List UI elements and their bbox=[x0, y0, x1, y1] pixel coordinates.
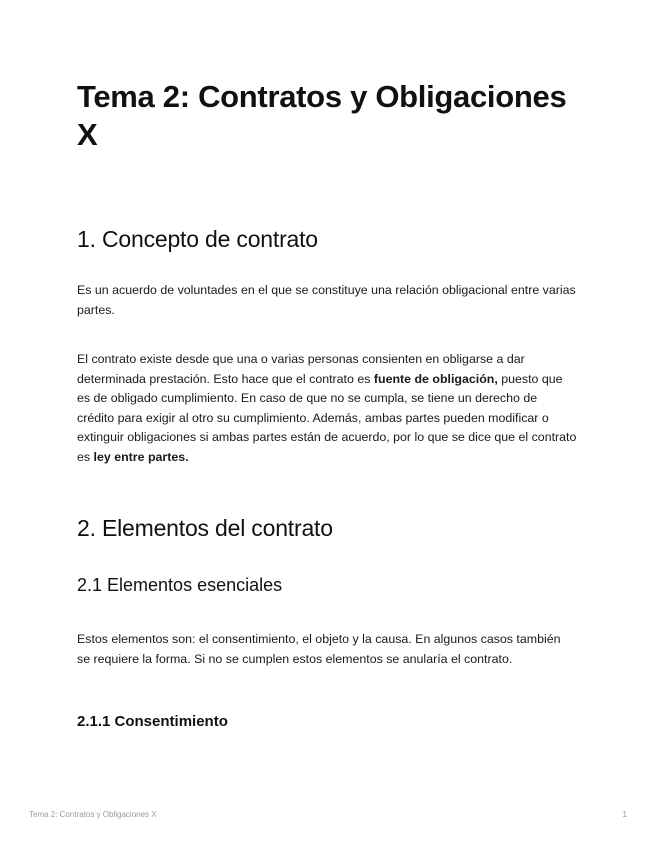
subsection-heading-esenciales: 2.1 Elementos esenciales bbox=[77, 575, 283, 595]
bold-term-ley-entre-partes: ley entre partes. bbox=[93, 449, 189, 464]
bold-term-fuente-obligacion: fuente de obligación, bbox=[373, 371, 498, 386]
page-footer bbox=[29, 809, 627, 821]
paragraph-fuente-obligacion bbox=[77, 350, 577, 467]
section-heading-concepto: 1. Concepto de contrato bbox=[77, 226, 318, 252]
paragraph-text: puesto que es de obligado cumplimiento. En caso de que no se cumpla, se tiene un derecho de crédito para exigir al otro su cumplimiento. Además, ambas partes pueden modificar o extinguir obligaciones si ambas partes están de acuerdo, por lo que se dice que el contrato es bbox=[77, 371, 577, 464]
document-body bbox=[77, 78, 577, 732]
document-title: Tema 2: Contratos y Obligaciones X bbox=[77, 79, 567, 152]
footer-title: Tema 2: Contratos y Obligaciones X bbox=[29, 810, 157, 819]
paragraph-text: El contrato existe desde que una o varias personas consienten en obligarse a dar determinada prestación. Esto hace que el contrato es bbox=[77, 352, 525, 386]
paragraph-elementos-esenciales: Estos elementos son: el consentimiento, el objeto y la causa. En algunos casos también se requiere la forma. Si no se cumplen estos elementos se anularía el contrato. bbox=[77, 632, 561, 666]
page-number: 1 bbox=[622, 810, 627, 819]
subsubsection-heading-consentimiento: 2.1.1 Consentimiento bbox=[77, 713, 228, 730]
section-heading-elementos: 2. Elementos del contrato bbox=[77, 515, 333, 541]
paragraph-definicion: Es un acuerdo de voluntades en el que se constituye una relación obligacional entre varias partes. bbox=[77, 283, 576, 317]
